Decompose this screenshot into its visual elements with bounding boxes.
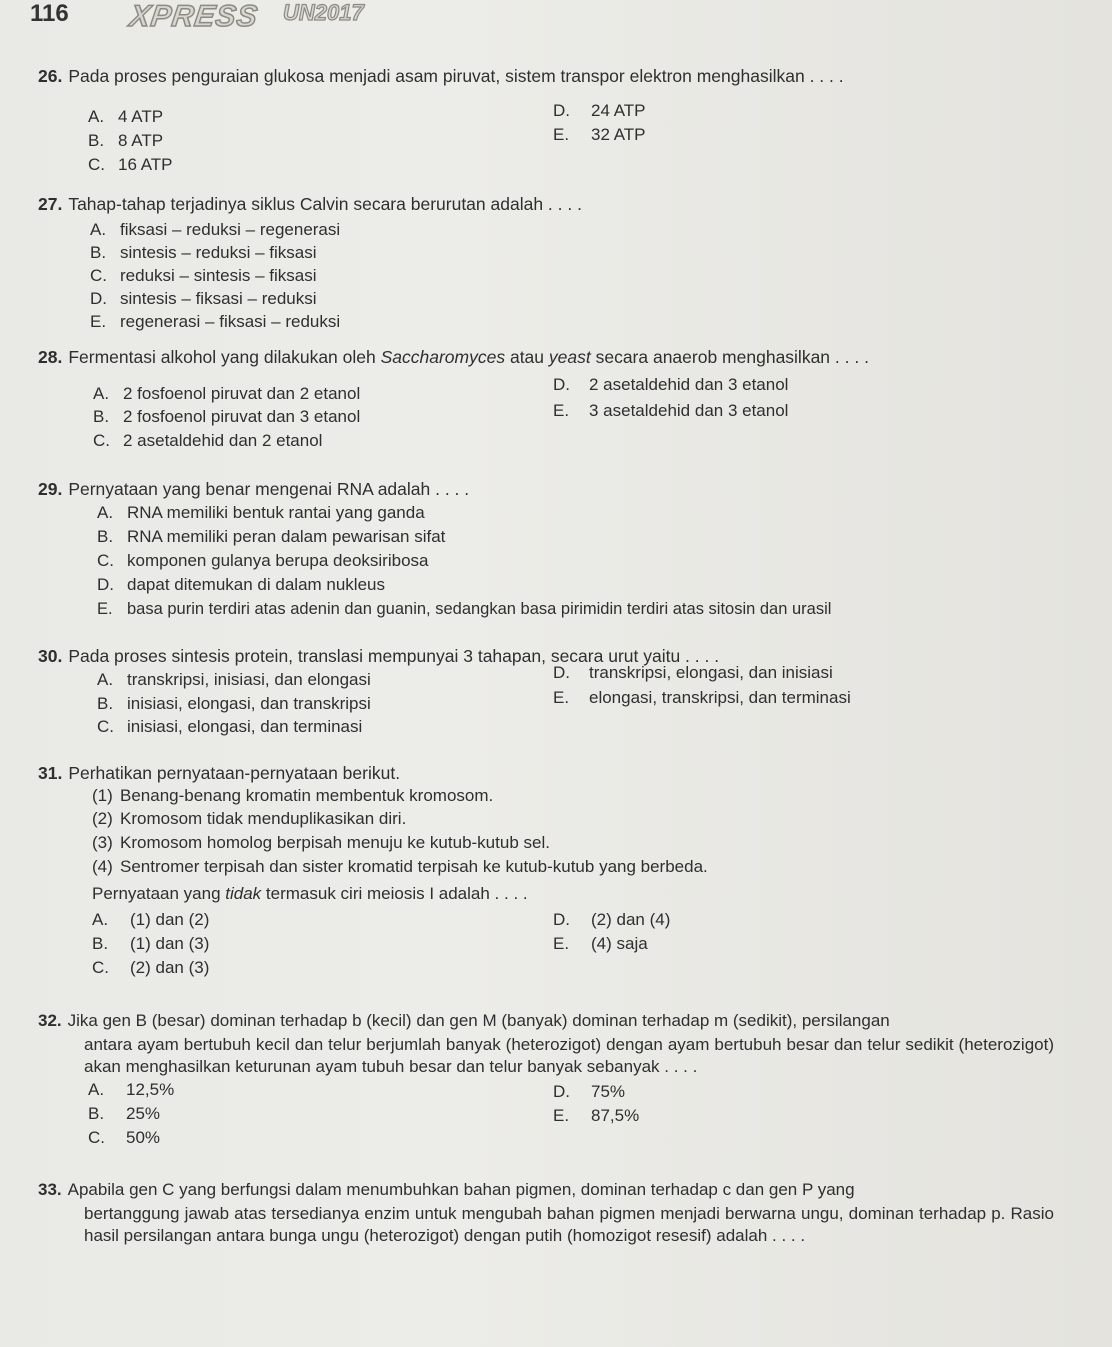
option-a: A. 4 ATP — [88, 107, 164, 126]
question-text: Pernyataan yang benar mengenai RNA adalah . . . . — [68, 479, 470, 499]
option-b: B. sintesis – reduksi – fiksasi — [90, 243, 317, 262]
option-e: E. 32 ATP — [553, 125, 646, 144]
question-number: 32. — [38, 1011, 62, 1030]
option-d: D. transkripsi, elongasi, dan inisiasi — [553, 663, 833, 682]
brand-logo-year: UN2017 — [283, 0, 364, 25]
page-header — [0, 0, 1112, 44]
option-c: C. reduksi – sintesis – fiksasi — [90, 266, 317, 285]
option-a: A. (1) dan (2) — [92, 910, 210, 929]
option-b: B. (1) dan (3) — [92, 934, 210, 953]
question-32: 32. Jika gen B (besar) dominan terhadap b (kecil) dan gen M (banyak) dominan terhadap m (sedikit), persilangan — [38, 1011, 890, 1030]
question-28: 28. Fermentasi alkohol yang dilakukan oleh Saccharomyces atau yeast secara anaerob menghasilkan . . . . — [38, 347, 869, 367]
option-b: B. 25% — [88, 1104, 161, 1123]
question-number: 31. — [38, 763, 63, 783]
option-b: B. 8 ATP — [88, 131, 164, 150]
option-b: B. RNA memiliki peran dalam pewarisan sifat — [97, 527, 446, 546]
question-number: 33. — [38, 1180, 62, 1199]
statement-2: (2) Kromosom tidak menduplikasikan diri. — [92, 809, 407, 828]
option-e: E. elongasi, transkripsi, dan terminasi — [553, 688, 851, 707]
question-26 — [38, 65, 1098, 87]
option-a: A. 12,5% — [88, 1080, 175, 1099]
question-prompt: Pernyataan yang tidak termasuk ciri meiosis I adalah . . . . — [92, 884, 528, 903]
question-number: 28. — [38, 347, 63, 367]
option-a: A. RNA memiliki bentuk rantai yang ganda — [97, 503, 425, 522]
question-33: 33. Apabila gen C yang berfungsi dalam menumbuhkan bahan pigmen, dominan terhadap c dan gen P yang — [38, 1180, 855, 1199]
option-d: D. 24 ATP — [553, 101, 646, 120]
statement-3: (3) Kromosom homolog berpisah menuju ke kutub-kutub sel. — [92, 833, 550, 852]
question-number: 26. — [38, 66, 63, 86]
question-number: 30. — [38, 646, 63, 666]
question-27 — [38, 193, 1098, 215]
page-number: 116 — [30, 0, 69, 27]
option-a: A. 2 fosfoenol piruvat dan 2 etanol — [93, 384, 361, 403]
option-d: D. dapat ditemukan di dalam nukleus — [97, 575, 385, 594]
option-e: E. basa purin terdiri atas adenin dan guanin, sedangkan basa pirimidin terdiri atas sitosin dan urasil — [97, 600, 832, 618]
option-e: E. regenerasi – fiksasi – reduksi — [90, 312, 341, 331]
option-d: D. (2) dan (4) — [553, 910, 671, 929]
option-c: C. (2) dan (3) — [92, 958, 210, 977]
question-29 — [38, 478, 1098, 500]
question-text: Tahap-tahap terjadinya siklus Calvin secara berurutan adalah . . . . — [68, 194, 582, 214]
option-e: E. 3 asetaldehid dan 3 etanol — [553, 401, 789, 420]
option-d: D. sintesis – fiksasi – reduksi — [90, 289, 317, 308]
option-e: E. 87,5% — [553, 1106, 640, 1125]
question-text: Pada proses sintesis protein, translasi mempunyai 3 tahapan, secara urut yaitu . . . . — [68, 646, 720, 666]
question-text: Perhatikan pernyataan-pernyataan berikut. — [68, 763, 401, 783]
option-c: C. 16 ATP — [88, 155, 173, 174]
option-e: E. (4) saja — [553, 934, 648, 953]
option-c: C. komponen gulanya berupa deoksiribosa — [97, 551, 429, 570]
statement-1: (1) Benang-benang kromatin membentuk kromosom. — [92, 786, 494, 805]
question-number: 27. — [38, 194, 63, 214]
option-a: A. transkripsi, inisiasi, dan elongasi — [97, 670, 371, 689]
option-d: D. 2 asetaldehid dan 3 etanol — [553, 375, 789, 394]
option-a: A. fiksasi – reduksi – regenerasi — [90, 220, 341, 239]
option-c: C. inisiasi, elongasi, dan terminasi — [97, 717, 363, 736]
option-d: D. 75% — [553, 1082, 626, 1101]
statement-4: (4) Sentromer terpisah dan sister kromatid terpisah ke kutub-kutub yang berbeda. — [92, 857, 708, 876]
option-b: B. 2 fosfoenol piruvat dan 3 etanol — [93, 407, 361, 426]
brand-logo: XPRESS — [127, 0, 261, 33]
question-33-continuation: bertanggung jawab atas tersedianya enzim untuk mengubah bahan pigmen menjadi berwarna ungu, dominan terhadap p. Rasio hasil persilangan antara bunga ungu (heterozigot) dengan putih (homozigot resesif) adalah . . . . — [84, 1204, 1054, 1245]
option-c: C. 50% — [88, 1128, 161, 1147]
question-31 — [38, 762, 1098, 784]
question-32-continuation: antara ayam bertubuh kecil dan telur berjumlah banyak (heterozigot) dengan ayam bertubuh besar dan telur sedikit (heterozigot) akan menghasilkan keturunan ayam tubuh besar dan telur banyak sebanyak . . . . — [84, 1035, 1054, 1076]
option-c: C. 2 asetaldehid dan 2 etanol — [93, 431, 323, 450]
option-b: B. inisiasi, elongasi, dan transkripsi — [97, 694, 371, 713]
question-text: Pada proses penguraian glukosa menjadi asam piruvat, sistem transpor elektron menghasilkan . . . . — [68, 66, 844, 86]
question-number: 29. — [38, 479, 63, 499]
